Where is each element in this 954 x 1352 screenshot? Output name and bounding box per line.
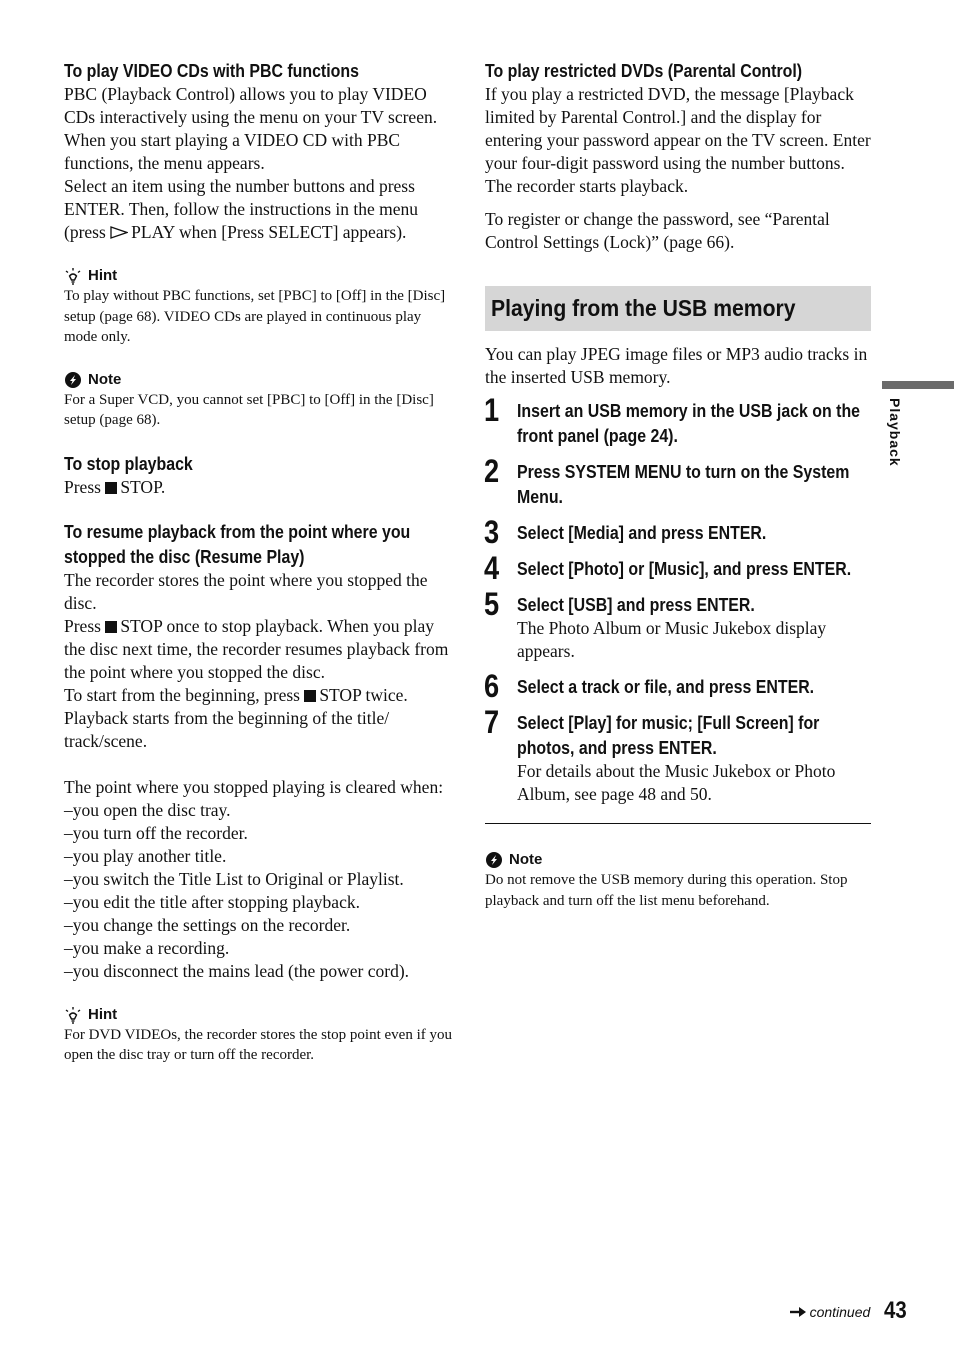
pbc-p3-b: PLAY when [Press SELECT] appears). xyxy=(131,222,407,242)
continued-text: continued xyxy=(809,1304,871,1320)
step-text: Select a track or file, and press ENTER. xyxy=(517,676,815,697)
hint-1-label-row xyxy=(64,266,452,286)
step-text: Select [Play] for music; [Full Screen] for photos, and press ENTER. xyxy=(517,712,820,758)
resume-p3-a: To start from the beginning, press xyxy=(64,684,305,705)
note-icon xyxy=(64,371,82,389)
resume-p2-b: STOP once to stop playback. When you play the disc next time, the recorder resumes playback from the point where you stopped the disc. xyxy=(64,615,449,682)
resume-clear-list xyxy=(64,799,452,983)
note-icon xyxy=(485,851,503,869)
pbc-p2: When you start playing a VIDEO CD with PBC functions, the menu appears. xyxy=(64,130,401,173)
note-1-label-row xyxy=(64,370,452,390)
note-2-label-row xyxy=(485,850,871,870)
stop-text-a: Press xyxy=(64,476,106,497)
step-number: 6 xyxy=(484,668,500,704)
stop-square-icon xyxy=(304,690,316,702)
stop-text-b: STOP. xyxy=(120,476,166,497)
side-tab-bar xyxy=(882,381,954,389)
step-number: 3 xyxy=(484,514,500,550)
step-detail: For details about the Music Jukebox or Photo Album, see page 48 and 50. xyxy=(517,761,836,804)
stop-square-icon xyxy=(105,621,117,633)
note-1-label: Note xyxy=(88,370,122,388)
hint-2-text: For DVD VIDEOs, the recorder stores the stop point even if you open the disc tray or turn off the recorder. xyxy=(64,1026,452,1063)
step-number: 4 xyxy=(484,550,500,586)
resume-p2 xyxy=(64,615,452,684)
step-text: Select [Media] and press ENTER. xyxy=(517,522,767,543)
step-7 xyxy=(484,704,871,806)
parental-p1: If you play a restricted DVD, the message [Playback limited by Parental Control.] and the display for entering your password appear on the TV screen. Enter your four-digit password using the number buttons. The recorder starts playback. xyxy=(485,84,871,196)
hint-1-text: To play without PBC functions, set [PBC] to [Off] in the [Disc] setup (page 68). VIDEO CDs are played in continuous play mode only. xyxy=(64,288,446,345)
side-tab-label: Playback xyxy=(887,398,903,467)
section-title: Playing from the USB memory xyxy=(491,295,796,321)
step-5 xyxy=(484,586,871,663)
resume-p3 xyxy=(64,684,452,753)
list-item: – you play another title. xyxy=(64,845,452,868)
pbc-p1: PBC (Playback Control) allows you to play VIDEO CDs interactively using the menu on your TV screen. xyxy=(64,84,438,127)
resume-heading: To resume playback from the point where you stopped the disc (Resume Play) xyxy=(64,520,411,567)
pbc-heading: To play VIDEO CDs with PBC functions xyxy=(64,60,359,81)
section-title-box xyxy=(485,286,871,331)
arrow-right-icon xyxy=(789,1306,807,1318)
hint-2-label: Hint xyxy=(88,1005,118,1023)
lightbulb-icon xyxy=(64,267,82,285)
resume-p4: The point where you stopped playing is cleared when: xyxy=(64,776,444,797)
note-2-label: Note xyxy=(509,851,543,868)
usb-intro: You can play JPEG image files or MP3 audio tracks in the inserted USB memory. xyxy=(485,344,868,387)
play-triangle-icon xyxy=(110,226,128,239)
left-column xyxy=(64,58,452,1066)
note-2-text: Do not remove the USB memory during this operation. Stop playback and turn off the list menu beforehand. xyxy=(485,872,848,909)
stop-text xyxy=(64,476,452,499)
step-4 xyxy=(484,550,871,586)
lightbulb-icon xyxy=(64,1006,82,1024)
step-text: Select [Photo] or [Music], and press ENTER. xyxy=(517,558,852,579)
note-1-text: For a Super VCD, you cannot set [PBC] to [Off] in the [Disc] setup (page 68). xyxy=(64,391,434,428)
step-6 xyxy=(484,668,871,704)
hint-2-label-row xyxy=(64,1005,452,1025)
stop-square-icon xyxy=(105,482,117,494)
pbc-p3 xyxy=(64,175,452,244)
list-item: – you turn off the recorder. xyxy=(64,822,452,845)
step-number: 7 xyxy=(484,704,500,740)
step-2 xyxy=(484,453,871,509)
list-item: – you make a recording. xyxy=(64,937,452,960)
list-item: – you change the settings on the recorder. xyxy=(64,914,452,937)
step-1 xyxy=(484,392,871,448)
pbc-p3-a: Select an item using the number buttons and press ENTER. Then, follow the instructions in the menu (press xyxy=(64,176,418,242)
right-column xyxy=(485,58,871,911)
list-item: – you disconnect the mains lead (the power cord). xyxy=(64,960,452,983)
step-number: 2 xyxy=(484,453,500,489)
list-item: – you open the disc tray. xyxy=(64,799,452,822)
step-text: Insert an USB memory in the USB jack on the front panel (page 24). xyxy=(517,400,861,446)
step-number: 5 xyxy=(484,586,500,622)
parental-heading: To play restricted DVDs (Parental Control) xyxy=(485,60,803,81)
hint-1-label: Hint xyxy=(88,267,118,284)
stop-heading: To stop playback xyxy=(64,452,193,474)
list-item: – you edit the title after stopping playback. xyxy=(64,891,452,914)
resume-p1: The recorder stores the point where you stopped the disc. xyxy=(64,569,428,613)
resume-p3-b: STOP twice. Playback starts from the beginning of the title/ track/scene. xyxy=(64,684,408,751)
step-detail: The Photo Album or Music Jukebox display appears. xyxy=(517,618,827,661)
step-text: Press SYSTEM MENU to turn on the System Menu. xyxy=(517,461,850,507)
page-footer xyxy=(789,1297,907,1325)
step-text: Select [USB] and press ENTER. xyxy=(517,594,755,615)
parental-p2: To register or change the password, see “Parental Control Settings (Lock)” (page 66). xyxy=(485,209,830,252)
list-item: – you switch the Title List to Original or Playlist. xyxy=(64,868,452,891)
continued-marker xyxy=(789,1304,871,1320)
step-3 xyxy=(484,514,871,550)
step-number: 1 xyxy=(484,392,500,428)
page-number: 43 xyxy=(884,1297,907,1324)
resume-p2-a: Press xyxy=(64,615,106,636)
